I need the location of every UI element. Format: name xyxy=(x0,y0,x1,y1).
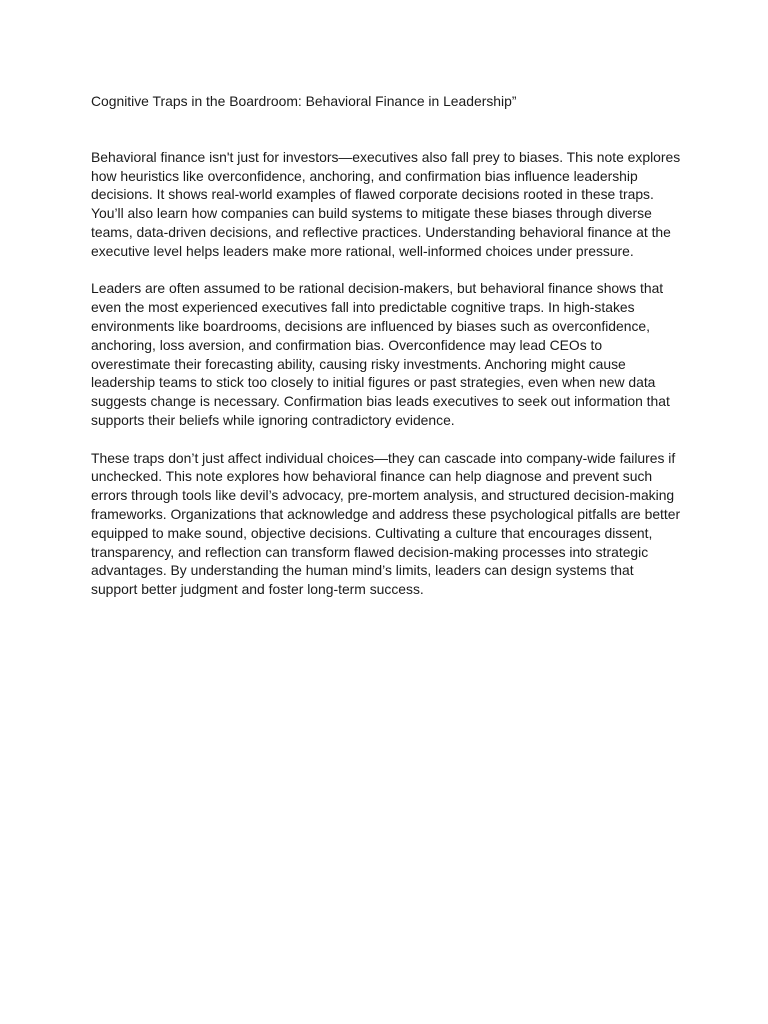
paragraph-1: Behavioral finance isn't just for investors—executives also fall prey to biases. This note explores how heuristics like overconfidence, anchoring, and confirmation bias influence leadership decisions. It shows real-world examples of flawed corporate decisions rooted in these traps. You’ll also learn how companies can build systems to mitigate these biases through diverse teams, data-driven decisions, and reflective practices. Understanding behavioral finance at the executive level helps leaders make more rational, well-informed choices under pressure. xyxy=(91,148,681,259)
paragraph-3: These traps don’t just affect individual choices—they can cascade into company-wide failures if unchecked. This note explores how behavioral finance can help diagnose and prevent such errors through tools like devil’s advocacy, pre-mortem analysis, and structured decision-making frameworks. Organizations that acknowledge and address these psychological pitfalls are better equipped to make sound, objective decisions. Cultivating a culture that encourages dissent, transparency, and reflection can transform flawed decision-making processes into strategic advantages. By understanding the human mind’s limits, leaders can design systems that support better judgment and foster long-term success. xyxy=(91,449,681,598)
document-body xyxy=(91,92,683,618)
document-title: Cognitive Traps in the Boardroom: Behavioral Finance in Leadership” xyxy=(91,93,517,109)
paragraph-2: Leaders are often assumed to be rational decision-makers, but behavioral finance shows that even the most experienced executives fall into predictable cognitive traps. In high-stakes environments like boardrooms, decisions are influenced by biases such as overconfidence, anchoring, loss aversion, and confirmation bias. Overconfidence may lead CEOs to overestimate their forecasting ability, causing risky investments. Anchoring might cause leadership teams to stick too closely to initial figures or past strategies, even when new data suggests change is necessary. Confirmation bias leads executives to seek out information that supports their beliefs while ignoring contradictory evidence. xyxy=(91,280,670,428)
